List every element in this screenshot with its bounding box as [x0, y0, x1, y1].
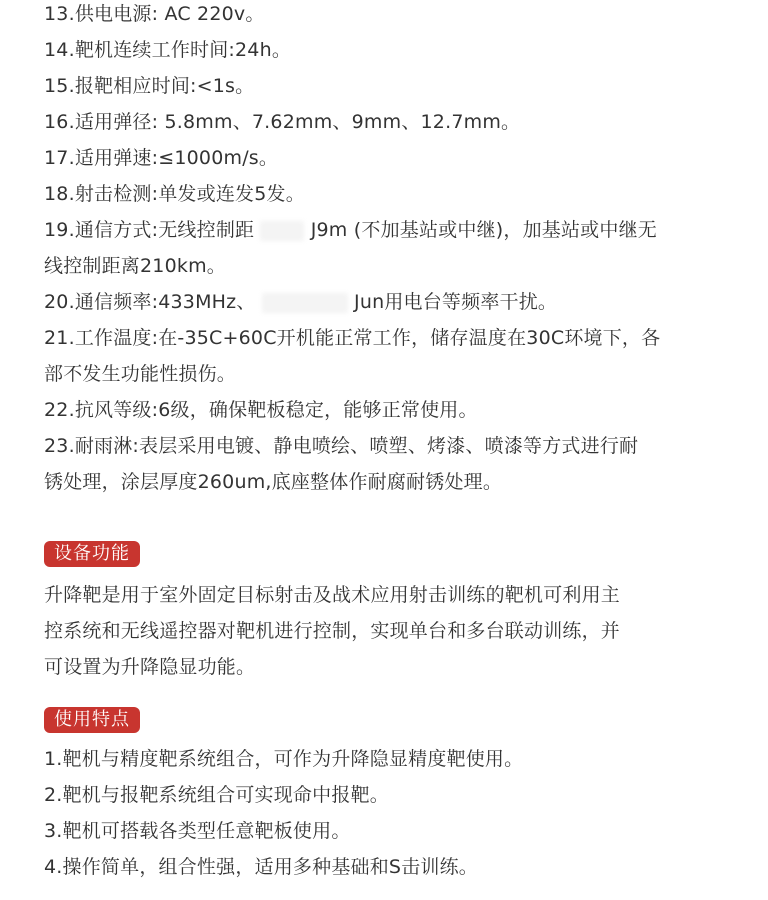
- feature-item: 1.靶机与精度靶系统组合，可作为升降隐显精度靶使用。: [44, 748, 524, 770]
- section-paragraph-line: 可设置为升降隐显功能。: [44, 656, 256, 678]
- spec-22: 22.抗风等级:6级，确保靶板稳定，能够正常使用。: [44, 399, 478, 421]
- spec-23-line1: 23.耐雨淋:表层采用电镀、静电喷绘、喷塑、烤漆、喷漆等方式进行耐: [44, 435, 639, 457]
- spec-13: 13.供电电源: AC 220v。: [44, 3, 265, 25]
- spec-20: [44, 284, 744, 320]
- spec-17: 17.适用弹速:≤1000m/s。: [44, 147, 279, 169]
- spec-21-line2: 部不发生功能性损伤。: [44, 363, 237, 385]
- spec-15: 15.报靶相应时间:<1s。: [44, 75, 255, 97]
- spec-23-line2: 锈处理，涂层厚度260um,底座整体作耐腐耐锈处理。: [44, 471, 503, 493]
- spec-list: [44, 0, 744, 500]
- section-title-badge: 设备功能: [44, 541, 140, 567]
- section-title-badge: 使用特点: [44, 707, 140, 733]
- section-device-function: [44, 541, 744, 685]
- redaction-blur: [260, 221, 304, 241]
- feature-item: 4.操作简单，组合性强，适用多种基础和S击训练。: [44, 856, 478, 878]
- spec-21-line1: 21.工作温度:在-35C+60C开机能正常工作，储存温度在30C环境下，各: [44, 327, 661, 349]
- spec-19-line2: 线控制距离210km。: [44, 255, 226, 277]
- section-usage-features: [44, 707, 744, 885]
- spec-14: 14.靶机连续工作时间:24h。: [44, 39, 292, 61]
- spec-19-part2: J9m (不加基站或中继)，加基站或中继无: [310, 219, 657, 241]
- feature-item: 2.靶机与报靶系统组合可实现命中报靶。: [44, 784, 389, 806]
- spec-19-part1: 19.通信方式:无线控制距: [44, 219, 255, 241]
- section-paragraph-line: 控系统和无线遥控器对靶机进行控制，实现单台和多台联动训练，并: [44, 620, 621, 642]
- feature-item: 3.靶机可搭载各类型任意靶板使用。: [44, 820, 351, 842]
- spec-18: 18.射击检测:单发或连发5发。: [44, 183, 305, 205]
- spec-16: 16.适用弹径: 5.8mm、7.62mm、9mm、12.7mm。: [44, 111, 521, 133]
- spec-19-line1: [44, 212, 744, 248]
- section-paragraph-line: 升降靶是用于室外固定目标射击及战术应用射击训练的靶机可利用主: [44, 584, 621, 606]
- spec-20-part1: 20.通信频率:433MHz、: [44, 291, 256, 313]
- redaction-blur: [262, 293, 348, 313]
- spec-20-part2: Jun用电台等频率干扰。: [354, 291, 558, 313]
